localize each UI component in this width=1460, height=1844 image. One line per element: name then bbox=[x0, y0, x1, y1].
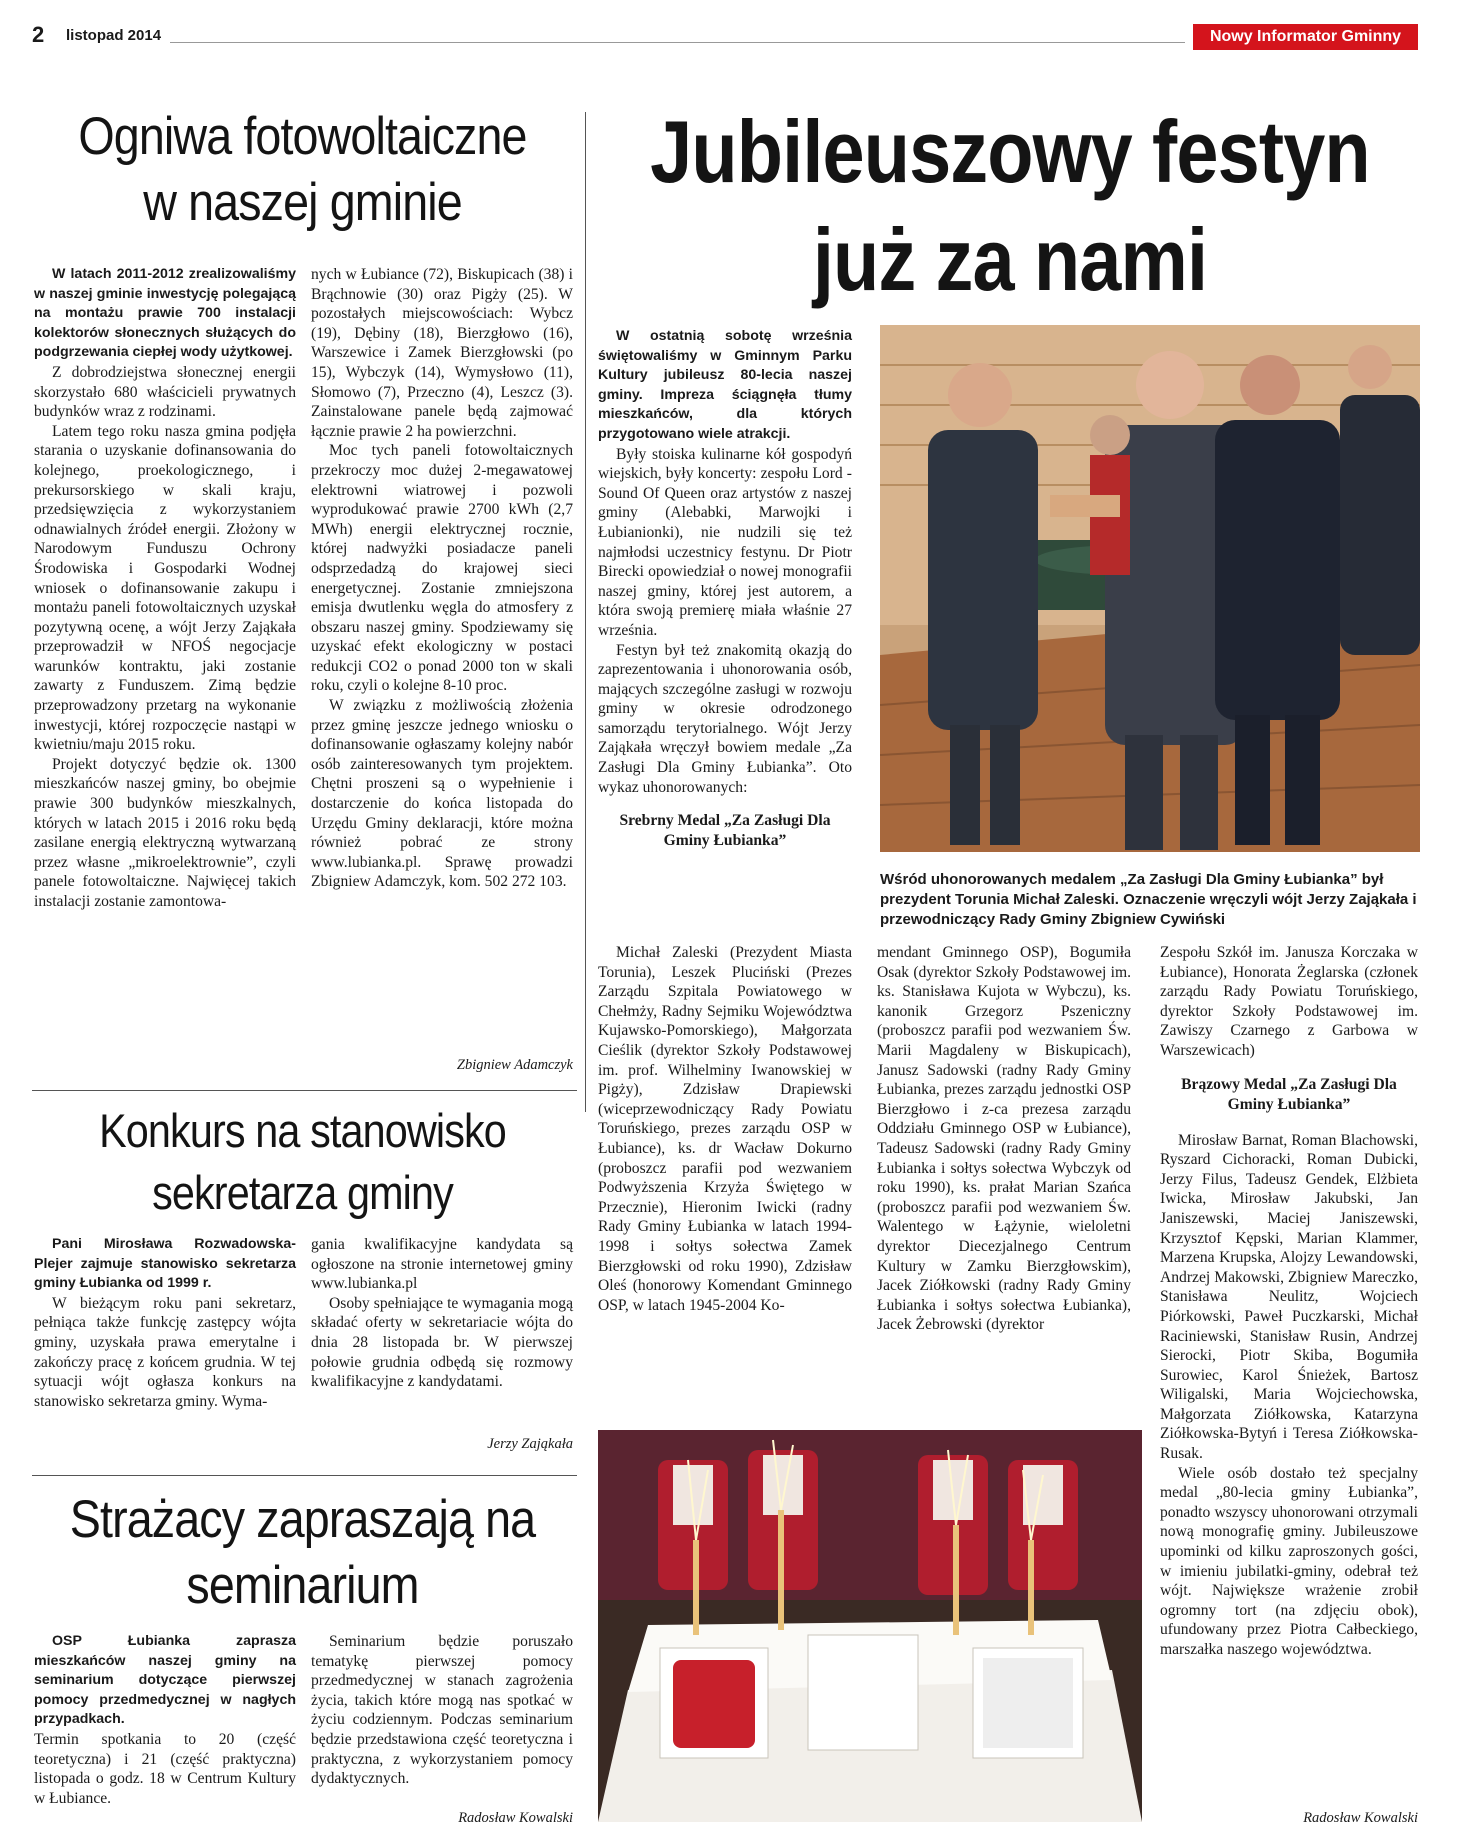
article2-lead: Pani Mirosława Rozwadowska-Plejer zajmuje stanowisko sekretarza gminy Łubianka od 1999 r. bbox=[34, 1236, 296, 1292]
issue-date: listopad 2014 bbox=[66, 27, 162, 44]
article4-signature: Radosław Kowalski bbox=[1303, 1810, 1418, 1826]
cake-photo bbox=[598, 1430, 1142, 1822]
paragraph: Z dobrodziejstwa słonecznej energii skorzystało 680 właścicieli prywatnych budynków wraz z rodzinami. bbox=[34, 363, 296, 421]
paragraph: Mirosław Barnat, Roman Blachowski, Ryszard Cichoracki, Roman Dubicki, Jerzy Filus, Tadeusz Gendek, Elżbieta Iwicka, Mirosław Jakubski, Jan Janiszewski, Maciej Janiszewski, Krzysztof Kępski, Marian Klammer, Marzena Krupska, Alojzy Lewandowski, Andrzej Makowski, Zbigniew Mareczko, Stanisława Neulitz, Wojciech Piórkowski, Paweł Puczkarski, Michał Raciniewski, Stanisław Rusin, Andrzej Sierocki, Piotr Skiba, Bogumiła Surowiec, Karol Śnieżek, Bartosz Wiligalski, Maria Wojciechowska, Małgorzata Ziółkowska, Katarzyna Ziółkowska-Bytyń i Teresa Ziółkowska-Rusak. bbox=[1160, 1131, 1418, 1463]
paragraph: Były stoiska kulinarne kół gospodyń wiejskich, były koncerty: zespołu Lord - Sound Of Queen oraz artystów z naszej gminy (Alebabki, Marwojki i Łubianionki), nie nudzili się też najmłodsi uczestnicy festynu. Dr Piotr Birecki opowiedział o nowej monografii naszej gminy, której jest autorem, a która swoją premierę miała właśnie 27 września. bbox=[598, 445, 852, 639]
paragraph: mendant Gminnego OSP), Bogumiła Osak (dyrektor Szkoły Podstawowej im. ks. Stanisława Kujota w Wybczu), ks. kanonik Grzegorz Pszeniczny (proboszcz parafii pod wezwaniem Św. Marii Magdaleny w Biskupicach), Janusz Sadowski (radny Rady Gminy Łubianka, prezes zarządu jednostki OSP Bierzgłowo i z-ca prezesa zarządu Oddziału Gminnego OSP w Łubiance), Tadeusz Sadowski (radny Rady Gminy Łubianka i sołtys sołectwa Wybczyk od roku 1990), ks. prałat Marian Szańca (proboszcz parafii pod wezwaniem Św. Walentego w Łążynie, wieloletni dyrektor Diecezjalnego Centrum Kultury w Zamku Bierzgłowskim), Jacek Ziółkowski (radny Rady Gminy Łubianka i sołtys sołectwa Łubianka), Jacek Żebrowski (dyrektor bbox=[877, 944, 1131, 1334]
bronze-medal-heading: Brązowy Medal „Za Zasługi Dla Gminy Łubianka” bbox=[1181, 1075, 1397, 1113]
silver-list-column-1 bbox=[598, 943, 852, 1315]
cake-illustration bbox=[598, 1430, 1142, 1822]
article2-signature: Jerzy Zająkała bbox=[487, 1436, 573, 1452]
paragraph: Osoby spełniające te wymagania mogą składać oferty w sekretariacie wójta do dnia 28 listopada br. W pierwszej połowie grudnia odbędą się rozmowy kwalifikacyjne z kandydatami. bbox=[311, 1294, 573, 1391]
ceremony-illustration bbox=[880, 325, 1420, 852]
article1-signature: Zbigniew Adamczyk bbox=[456, 1057, 573, 1073]
paragraph: Projekt dotyczyć będzie ok. 1300 mieszkańców naszej gminy, bo obejmie prawie 300 budynków mieszkalnych, których w latach 2015 i 2016 roku będą zasilane energią elektryczną wytwarzaną przez własne „mikroelektrownie”, czyli panele fotowoltaiczne. Najwięcej takich instalacji zostanie zamontowa- bbox=[34, 755, 296, 910]
paragraph: W bieżącym roku pani sekretarz, pełniąca także funkcję zastępcy wójta gminy, uzyskała prawa emerytalne i zakończy pracę z końcem grudnia. W tej sytuacji wójt ogłasza konkurs na stanowisko sekretarza gminy. Wyma- bbox=[34, 1294, 296, 1410]
photo-caption: Wśród uhonorowanych medalem „Za Zasługi Dla Gminy Łubianka” był prezydent Torunia Michał Zaleski. Oznaczenie wręczyli wójt Jerzy Zająkała i przewodniczący Rady Gminy Zbigniew Cywiński bbox=[880, 871, 1417, 928]
paragraph: W związku z możliwością złożenia przez gminę jeszcze jednego wniosku o dofinansowanie ogłaszamy kolejny nabór osób zainteresowanych tym projektem. Chętni proszeni są o wypełnienie i dostarczenie do końca listopada do Urzędu Gminy deklaracji, które można również pobrać ze strony www.lubianka.pl. Sprawę prowadzi Zbigniew Adamczyk, kom. 502 272 103. bbox=[311, 697, 573, 891]
article1-column-1 bbox=[34, 265, 296, 912]
paragraph: Termin spotkania to 20 (część teoretyczna) i 21 (część praktyczna) listopada o godz. 18 w Centrum Kultury w Łubiance. bbox=[34, 1730, 296, 1807]
masthead-badge: Nowy Informator Gminny bbox=[1193, 24, 1418, 50]
paragraph: Zespołu Szkół im. Janusza Korczaka w Łubiance), Honorata Żeglarska (członek zarządu Rady Powiatu Toruńskiego, dyrektor Szkoły Podstawowej im. Zawiszy Czarnego z Garbowa w Warszewicach) bbox=[1160, 944, 1418, 1059]
ceremony-photo bbox=[880, 325, 1420, 852]
paragraph: Festyn był też znakomitą okazją do zaprezentowania i uhonorowania osób, mających szczególne zasługi w rozwoju gminy w okresie odrodzonego samorządu terytorialnego. Wójt Jerzy Zająkała wręczył bowiem medale „Za Zasługi Dla Gminy Łubianka”. Oto wykaz uhonorowanych: bbox=[598, 641, 852, 796]
article2-column-1 bbox=[34, 1235, 296, 1411]
paragraph: Latem tego roku nasza gmina podjęła starania o uzyskanie dofinansowania do kolejnego, proekologicznego, i prekursorskiego w skali kraju, przedsięwzięcia z wykorzystaniem odnawialnych źródeł energii. Złożony w Narodowym Funduszu Ochrony Środowiska i Gospodarki Wodnej wniosek o dofinansowanie zakupu i montażu paneli fotowoltaicznych uzyskał pozytywną ocenę, a wójt Jerzy Zająkała przeprowadził w NFOŚ negocjacje warunków kontraktu, jaki zostanie zawarty z Funduszem. Zimą będzie przeprowadzony przetarg na wykonanie inwestycji, której rozpoczęcie nastąpi w kwietniu/maju 2015 roku. bbox=[34, 422, 296, 754]
article4-lead: W ostatnią sobotę września świętowaliśmy w Gminnym Parku Kultury jubileusz 80-lecia naszej gminy. Impreza ściągnęła tłumy mieszkańców, dla których przygotowano wiele atrakcji. bbox=[598, 328, 852, 442]
article4-intro-column bbox=[598, 327, 852, 867]
paragraph: Wiele osób dostało też specjalny medal „80-lecia gminy Łubianka”, ponadto wszyscy uhonorowani otrzymali nową monografię gminy. Jubileuszowe upominki od kilku zaproszonych gości, w imieniu jubilatki-gminy, odebrał też wójt. Największe wrażenie zrobił ogromny tort (na zdjęciu obok), ufundowany przez Piotra Całbeckiego, marszałka naszego województwa. bbox=[1160, 1464, 1418, 1658]
article-title-photovoltaic: Ogniwa fotowoltaiczne w naszej gminie bbox=[78, 107, 527, 232]
section-divider bbox=[32, 1090, 577, 1091]
column-divider bbox=[585, 112, 586, 1112]
article2-column-2 bbox=[311, 1235, 573, 1392]
section-divider bbox=[32, 1475, 577, 1476]
paragraph: gania kwalifikacyjne kandydata są ogłoszone na stronie internetowej gminy www.lubianka.pl bbox=[311, 1236, 573, 1293]
article3-column-2 bbox=[311, 1632, 573, 1789]
article3-column-1 bbox=[34, 1632, 296, 1808]
page-number: 2 bbox=[32, 22, 45, 47]
article3-signature: Radosław Kowalski bbox=[458, 1810, 573, 1826]
silver-list-column-2 bbox=[877, 943, 1131, 1335]
silver-medal-heading: Srebrny Medal „Za Zasługi Dla Gminy Łubianka” bbox=[619, 812, 831, 850]
article-title-firefighters: Strażacy zapraszają na seminarium bbox=[69, 1490, 536, 1615]
article-title-secretary: Konkurs na stanowisko sekretarza gminy bbox=[99, 1104, 506, 1219]
article1-column-2 bbox=[311, 265, 573, 892]
article1-lead: W latach 2011-2012 zrealizowaliśmy w naszej gminie inwestycję polegającą na montażu prawie 700 instalacji kolektorów słonecznych służących do podgrzewania ciepłej wody użytkowej. bbox=[34, 266, 296, 361]
paragraph: Seminarium będzie poruszało tematykę pierwszej pomocy przedmedycznej w stanach zagrożenia życia, takich które mogą nas spotkać w życiu codziennym. Podczas seminarium będzie przedstawiona część teoretyczna i praktyczna, z wykorzystaniem pomocy dydaktycznych. bbox=[311, 1633, 573, 1788]
paragraph: Moc tych paneli fotowoltaicznych przekroczy moc dużej 2-megawatowej elektrowni wiatrowej i pozwoli wyprodukować prawie 2700 kWh (2,7 MWh) energii elektrycznej rocznie, której nadwyżki posiadacze paneli odsprzedadzą do krajowej sieci energetycznej. Zostanie zmniejszona emisja dwutlenku węgla do atmosfery z obszaru naszej gminy. Spodziewamy się uzyskać efekt ekologiczny w postaci redukcji CO2 o ponad 2000 ton w skali roku, czyli o kolejne 8-10 proc. bbox=[311, 442, 573, 695]
paragraph: nych w Łubiance (72), Biskupicach (38) i Brąchnowie (30) oraz Pigży (25). W pozostałych miejscowościach: Wybcz (19), Dębiny (18), Bierzgłowo (16), Warszewice i Zamek Bierzgłowski (po 15), Wybczyk (14), Wymysłowo (11), Słomowo (7), Przeczno (4), Leszcz (3). Zainstalowane panele będą zajmować łącznie prawie 2 ha powierzchni. bbox=[311, 266, 573, 440]
header-rule bbox=[170, 42, 1185, 43]
silver-list-column-3 bbox=[1160, 943, 1418, 1660]
article3-lead: OSP Łubianka zaprasza mieszkańców naszej gminy na seminarium dotyczące pierwszej pomocy przedmedycznej w nagłych przypadkach. bbox=[34, 1633, 296, 1728]
paragraph: Michał Zaleski (Prezydent Miasta Torunia), Leszek Pluciński (Prezes Zarządu Szpitala Powiatowego w Chełmży, Radny Sejmiku Województwa Kujawsko-Pomorskiego), Małgorzata Cieślik (dyrektor Szkoły Podstawowej im. prof. Wilhelminy Iwanowskiej w Pigży), Zdzisław Drapiewski (wiceprzewodniczący Rady Powiatu Toruńskiego, prezes zarządu OSP w Łubiance), ks. dr Wacław Dokurno (proboszcz parafii pod wezwaniem Podwyższenia Krzyża Świętego w Przecznie), Hieronim Iwicki (radny Rady Gminy Łubianka w latach 1994-1998 i sołtys sołectwa Zamek Bierzgłowski od roku 1990), Zdzisław Oleś (honorowy Komendant Gminnego OSP, w latach 1945-2004 Ko- bbox=[598, 944, 852, 1314]
article-title-festival: Jubileuszowy festyn już za nami bbox=[650, 102, 1370, 309]
